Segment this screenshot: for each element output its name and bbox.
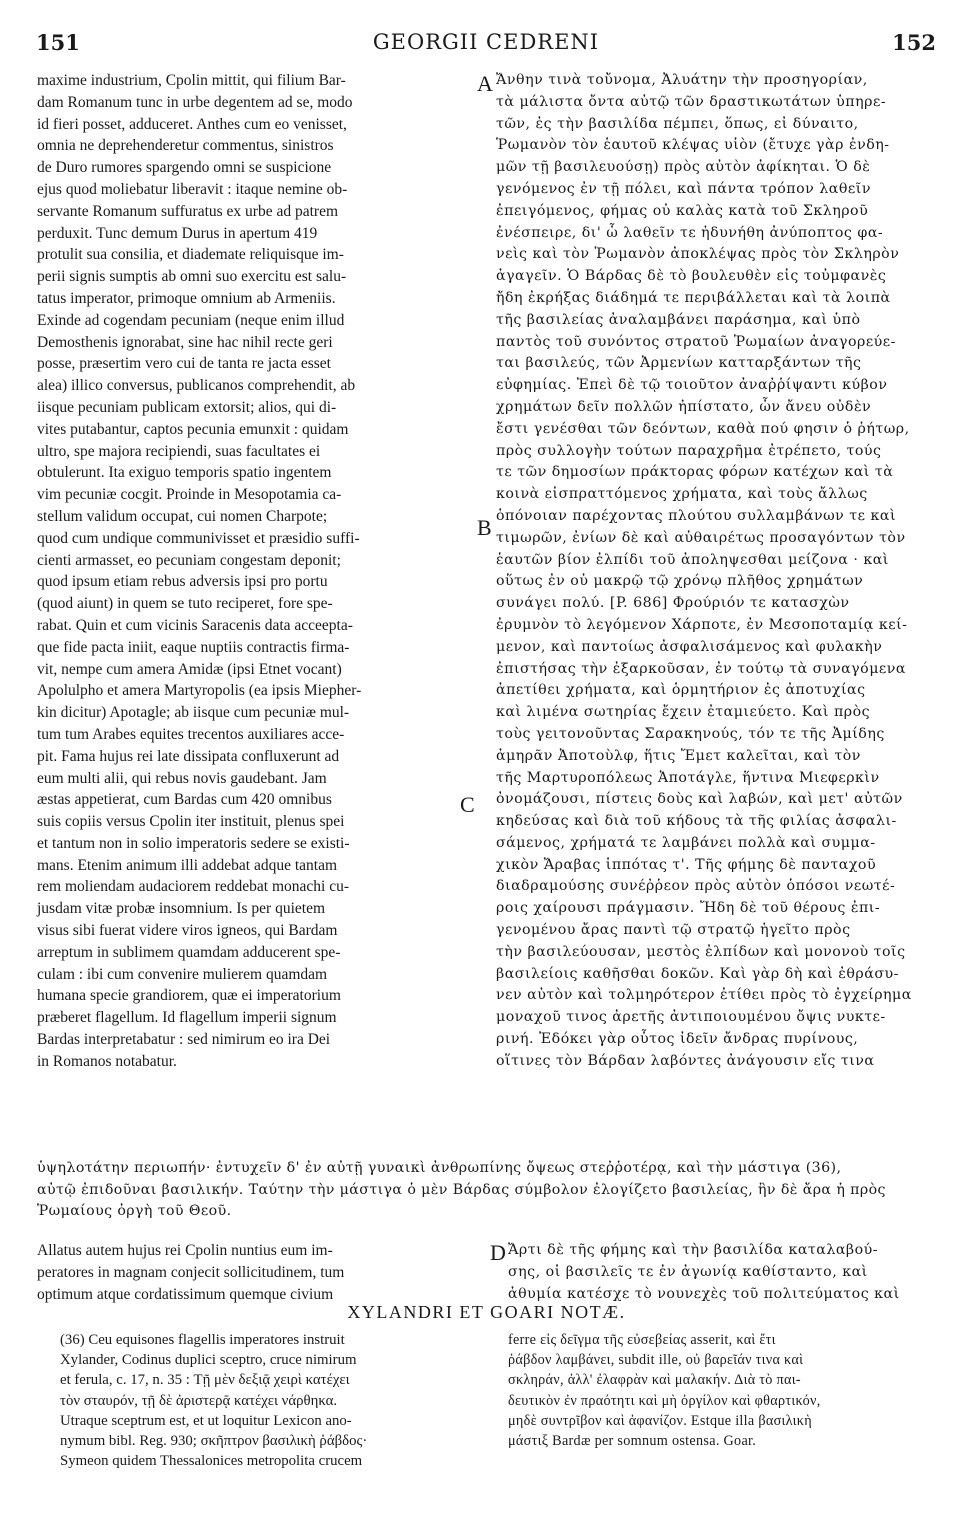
greek-text-line: βασιλείοις καθῆσθαι δοκῶν. Καὶ γὰρ δὴ καὶ ἐθράσυ- xyxy=(496,965,899,982)
page-number-left: 151 xyxy=(36,30,80,55)
latin-text-line: jusdam vitæ probæ insomnium. Is per quietem xyxy=(37,900,326,918)
latin-text-line: maxime industrium, Cpolin mittit, qui filium Bar- xyxy=(37,72,346,89)
latin-text-line: humana specie grandiorem, quæ ei imperatorium xyxy=(37,987,341,1005)
greek-text-line: ὁπόνοιαν παρέχοντας πλούτου συλλαμβάνων τε καὶ xyxy=(496,507,897,524)
latin-text-line: alea) illico conversus, publicanos comprehendit, ab xyxy=(37,377,356,395)
greek-text-line: οὕτως ἐν οὐ μακρῷ τῷ χρόνῳ πλῆθος χρημάτων xyxy=(496,573,864,590)
greek-full-line: Ῥωμαίους ὀργὴ τοῦ Θεοῦ. xyxy=(37,1203,232,1219)
latin-column xyxy=(37,70,477,1073)
latin-text-line: suis copiis versus Cpolin iter instituit, plenus spei xyxy=(37,813,345,831)
greek-text-line: ἔστι γενέσθαι τῶν δεόντων, καθὰ πού φησιν ὁ ῥήτωρ, xyxy=(496,420,910,437)
greek-full-line: ὑψηλοτάτην περιωπήν· ἐντυχεῖν δ' ἐν αὐτῇ γυναικὶ ἀνθρωπίνης ὄψεως στεῤῥοτέρᾳ, καὶ τὴν μάστιγα (36), xyxy=(37,1160,842,1176)
latin-text-line: præberet flagellum. Id flagellum imperii signum xyxy=(37,1009,337,1027)
margin-marker-b: B xyxy=(477,515,492,540)
greek-text-line: τὰ μάλιστα ὄντα αὐτῷ τῶν δραστικωτάτων ὑπηρε- xyxy=(496,93,887,110)
latin-text-line: mans. Etenim animum illi addebat adque tantam xyxy=(37,856,338,874)
greek-text-line: τῶν, ἐς τὴν βασιλίδα πέμπει, ὅπως, εἰ δύναιτο, xyxy=(496,115,859,132)
page-header xyxy=(36,30,936,64)
latin-text-line: Demosthenis ignorabat, sine hac nihil recte geri xyxy=(37,333,333,351)
greek-text-line: ἐνέσπειρε, δι' ὧ λαθεῖν τε ἠδυνήθη ἀνύποπτος φα- xyxy=(496,224,884,241)
latin-text-line: de Duro rumores spargendo omni se suspicione xyxy=(37,159,332,177)
greek-text-line: ἑαυτῶν βίον ἐλπίδι τοῦ ἀποληψεσθαι μείζονα · καὶ xyxy=(496,551,889,568)
latin-text-line: posse, præsertim vero cui de tanta re jacta esset xyxy=(37,355,331,373)
greek-text-line: νεὶς καὶ τὸν Ῥωμανὸν ἀποκλέψας πρὸς τὸν Σκληρὸν xyxy=(496,246,900,263)
greek-text-line: ἀπετίθει χρήματα, καὶ ὁρμητήριον ἐς ἀποτυχίας xyxy=(496,682,866,699)
latin-text-line: eum multi alii, qui rebus novis gaudebant. Jam xyxy=(37,769,327,787)
note-line: (36) Ceu equisones flagellis imperatores instruit xyxy=(60,1332,345,1348)
latin-text-line: rabat. Quin et cum vicinis Saracenis data acceepta- xyxy=(37,616,353,634)
latin-text-line: et tantum non in solio imperatoris sedere se existi- xyxy=(37,834,350,852)
latin-text-line: id fieri posset, adduceret. Anthes cum eo venisset, xyxy=(37,115,347,133)
greek-text-line: γενομένου ἄρας παντὶ τῷ στρατῷ ἡγεῖτο πρὸς xyxy=(496,922,851,939)
greek-text-line: ται βασιλεύς, τῶν Ἀρμενίων κατταρξάντων τῆς xyxy=(496,355,862,372)
greek-text-line: τὴν βασιλεύουσαν, μεστὸς ἐλπίδων καὶ μονονοὺ τοῖς xyxy=(496,943,906,960)
greek-text-line: κηδεύσας καὶ διὰ τοῦ κήδους τὰ τῆς φιλίας ἀσφαλι- xyxy=(496,813,897,830)
greek-text-line: τοὺς γειτονοῦντας Σαρακηνούς, τόν τε τῆς Ἀμίδης xyxy=(496,725,885,742)
margin-marker-d: D xyxy=(490,1240,506,1265)
greek-text-line: διαδραμούσης συνέῤῥεον πρὸς αὐτὸν ὁπόσοι νεωτέ- xyxy=(496,878,896,895)
greek-text-line: ἀμηρᾶν Ἀποτοὺλφ, ἥτις Ἔμετ καλεῖται, καὶ τὸν xyxy=(496,747,861,764)
latin-text-line: in Romanos notabatur. xyxy=(37,1052,177,1070)
note-line: et ferula, c. 17, n. 35 : Τῇ μὲν δεξιᾷ χειρὶ κατέχει xyxy=(60,1372,350,1389)
margin-marker-a: A xyxy=(477,71,493,96)
greek-text-line: νεν αὐτὸν καὶ τολμηρότερον ἐτίθει πρὸς τὸ ἐγχείρημα xyxy=(496,987,912,1004)
page-number-right: 152 xyxy=(892,30,936,55)
note-line: μηδὲ συντρῖβον καὶ ἀφανίζον. Estque illa βασιλικὴ xyxy=(508,1412,812,1429)
greek-text-line: καὶ λιμένα σωτηρίας ἔχειν ἐταμιεύετο. Καὶ πρὸς xyxy=(496,704,871,721)
latin-text-line: Bardas interpretabatur : sed nimirum eo ira Dei xyxy=(37,1031,331,1049)
note-line: nymum bibl. Reg. 930; σκῆπτρον βασιλικὴ ῥάβδος· xyxy=(60,1433,368,1450)
latin-text-line: vit, nempe cum amera Amidæ (ipsi Etnet vocant) xyxy=(37,660,342,678)
greek-text-line: Ῥωμανὸν τὸν ἑαυτοῦ κλέψας υἱὸν (ἔτυχε γὰρ ἐνδη- xyxy=(496,137,890,154)
greek-column-section-2 xyxy=(508,1240,900,1305)
greek-column xyxy=(496,70,936,1073)
greek-text-line: ἀθυμία κατέσχε τὸ νουνεχὲς τοῦ πολιτεύματος καὶ xyxy=(508,1285,900,1302)
greek-full-width-lines xyxy=(37,1158,937,1223)
greek-text-line: συνάγει πολύ. [P. 686] Φρούριόν τε κατασχὼν xyxy=(496,595,850,612)
latin-text-line: optimum atque cordatissimum quemque civium xyxy=(37,1285,334,1303)
latin-text-line: stellum validum occupat, cui nomen Charpote; xyxy=(37,507,328,525)
latin-text-line: iisque pecuniam publicam extorsit; alios, qui di- xyxy=(37,398,337,416)
latin-text-line: tum tum Arabes equites trecentos auxiliares acce- xyxy=(37,725,345,743)
greek-text-line: ἀγαγεῖν. Ὁ Βάρδας δὲ τὸ βουλευθὲν εἰς τοὐμφανὲς xyxy=(496,268,887,285)
greek-text-line: οἵτινες τὸν Βάρδαν λαβόντες ἀνάγουσιν εἴς τινα xyxy=(496,1052,875,1069)
latin-text-line: kin dicitur) Apotagle; ab iisque cum pecuniæ mul- xyxy=(37,704,350,722)
note-line: Xylander, Codinus duplici sceptro, cruce nimirum xyxy=(60,1352,357,1369)
greek-text-line: ρινή. Ἐδόκει γὰρ οὗτος ἰδεῖν ἄνδρας πυρίνους, xyxy=(496,1031,859,1048)
latin-column-section-2 xyxy=(37,1240,344,1305)
greek-text-line: τῆς Μαρτυροπόλεως Ἀποτάγλε, ἥντινα Μιεφερκὶν xyxy=(496,769,880,786)
note-line: Symeon quidem Thessalonices metropolita crucem xyxy=(60,1453,363,1470)
greek-text-line: μενον, καὶ παντοίως ἀσφαλισάμενος καὶ φυλακὴν xyxy=(496,638,883,655)
greek-text-line: χρημάτων δεῖν πολλῶν ἠπίστατο, ὧν ἄνευ οὐδὲν xyxy=(496,398,872,415)
latin-text-line: culam : ibi cum convenire mulierem quamdam xyxy=(37,965,328,983)
note-line: σκληράν, ἀλλ' ἐλαφρὰν καὶ μαλακήν. Διὰ τὸ παι- xyxy=(508,1372,801,1389)
latin-text-line: omnia ne deprehenderetur commentus, sinistros xyxy=(37,137,334,155)
latin-text-line: que fide pacta iniit, eaque nuptiis contractis firma- xyxy=(37,638,350,656)
greek-full-line: αὐτῷ ἐπιδοῦναι βασιλικήν. Ταύτην τὴν μάστιγα ὁ μὲν Βάρδας σύμβολον ἐλογίζετο βασιλείας, ἣν δὲ ἄρα ἡ πρὸς xyxy=(37,1181,886,1198)
latin-text-line: obtulerunt. Ita exiguo temporis spatio ingentem xyxy=(37,464,332,482)
latin-text-line: rem moliendam audaciorem reddebat monachi cu- xyxy=(37,878,350,896)
latin-text-line: perii signis sumptis ab omni suo exercitu est salu- xyxy=(37,268,347,286)
running-title: GEORGII CEDRENI xyxy=(372,30,600,54)
latin-text-line: Exinde ad cogendam pecuniam (neque enim illud xyxy=(37,311,345,329)
greek-text-line: ροις χαίρουσι πράγμασιν. Ἤδη δὲ τοῦ θέρους ἐπι- xyxy=(496,900,881,917)
latin-text-line: servante Romanum suffuratus ex urbe ad patrem xyxy=(37,202,339,220)
latin-text-line: protulit sua consilia, et diademate reliquisque im- xyxy=(37,246,344,264)
greek-text-line: τε τῶν δημοσίων πράκτορας φόρων κατέχων καὶ τὰ xyxy=(496,464,894,481)
greek-text-line: τιμωρῶν, ἐνίων δὲ καὶ αὐθαιρέτως προσαγόντων τὸν xyxy=(496,529,906,546)
latin-text-line: Allatus autem hujus rei Cpolin nuntius eum im- xyxy=(37,1242,333,1259)
greek-text-line: μοναχοῦ τινος ἀρετῆς ἀντιποιουμένου ὄψις νυκτε- xyxy=(496,1009,886,1026)
greek-text-line: σάμενος, χρήματά τε λαμβάνει πολλὰ καὶ συμμα- xyxy=(496,834,876,851)
greek-text-line: ἐπειγόμενος, φήμας οὐ καλὰς κατὰ τοῦ Σκληροῦ xyxy=(496,202,869,219)
latin-text-line: tatus imperator, primoque omnium ab Armeniis. xyxy=(37,289,336,307)
latin-text-line: (quod aiunt) in quem se tuto reciperet, fore spe- xyxy=(37,595,333,613)
latin-text-line: æstas appetierat, cum Bardas cum 420 omnibus xyxy=(37,791,332,809)
greek-text-line: πρὸς συλλογὴν τούτων παραχρῆμα ἐτρέπετο, τούς xyxy=(496,442,882,459)
greek-text-line: ἐπιστήσας τὴν ἐξαρκοῦσαν, ἐν τούτῳ τὰ συναγόμενα xyxy=(496,660,906,677)
latin-text-line: visus sibi fuerat videre viros igneos, qui Bardam xyxy=(37,922,338,940)
greek-text-line: μῶν τῇ βασιλευούσῃ) πρὸς αὐτὸν ἀφίκηται. Ὁ δὲ xyxy=(496,159,871,176)
latin-text-line: cienti armasset, eo pecuniam congestam deponit; xyxy=(37,551,341,569)
latin-text-line: ejus quod moliebatur liberavit : itaque nemine ob- xyxy=(37,180,348,198)
latin-text-line: Apolulpho et amera Martyropolis (ea ipsis Miepher- xyxy=(37,682,362,700)
greek-text-line: τῆς βασιλείας ἀναλαμβάνει παράσημα, καὶ ὑπὸ xyxy=(496,311,861,328)
latin-text-line: dam Romanum tunc in urbe degentem ad se, modo xyxy=(37,93,353,111)
latin-text-line: ultro, spe majora recipiendi, suas facultates ei xyxy=(37,442,321,460)
greek-text-line: σης, οἱ βασιλεῖς τε ἐν ἀγωνίᾳ καθίσταντο, καὶ xyxy=(508,1263,868,1280)
note-line: Utraque sceptrum est, et ut loquitur Lexicon ano- xyxy=(60,1412,352,1429)
greek-text-line: χικὸν Ἄραβας ἱππότας τ'. Τῆς φήμης δὲ πανταχοῦ xyxy=(496,856,877,873)
latin-text-line: quod ipsum etiam rebus adversis ipsi pro portu xyxy=(37,573,328,591)
note-line: μάστιξ Bardæ per somnum ostensa. Goar. xyxy=(508,1433,757,1450)
greek-text-line: εὐφημίας. Ἐπεὶ δὲ τῷ τοιοῦτον ἀναῤῥίψαντι κύβον xyxy=(496,377,888,394)
notes-title: XYLANDRI ET GOARI NOTÆ. xyxy=(347,1302,626,1322)
latin-text-line: peratores in magnam conjecit sollicitudinem, tum xyxy=(37,1263,345,1281)
note-line: ferre εἰς δεῖγμα τῆς εὐσεβείας asserit, καὶ ἔτι xyxy=(508,1332,776,1348)
latin-text-line: arreptum in sublimem quamdam adducerent spe- xyxy=(37,943,341,961)
latin-text-line: vim pecuniæ cocgit. Proinde in Mesopotamia ca- xyxy=(37,486,342,504)
notes-right-column xyxy=(508,1330,821,1451)
greek-text-line: κοινὰ εἰσπραττόμενος χρήματα, καὶ τοὺς ἄλλως xyxy=(496,486,868,503)
note-line: δευτικὸν ἐν πραότητι καὶ μὴ ὀργίλον καὶ φθαρτικόν, xyxy=(508,1392,821,1409)
note-line: τὸν σταυρόν, τῇ δὲ ἀριστερᾷ κατέχει νάρθηκα. xyxy=(60,1392,338,1409)
greek-text-line: Ἄρτι δὲ τῆς φήμης καὶ τὴν βασιλίδα καταλαβού- xyxy=(508,1242,879,1258)
margin-marker-c: C xyxy=(460,792,475,817)
greek-text-line: ἤδη ἐκρήξας διάδημά τε περιβάλλεται καὶ τὰ λοιπὰ xyxy=(496,289,891,306)
greek-text-line: παντὸς τοῦ συνόντος στρατοῦ Ῥωμαίων ἀναγορεύε- xyxy=(496,333,896,350)
latin-text-line: perduxit. Tunc demum Durus in apertum 419 xyxy=(37,224,318,242)
greek-text-line: Ἄνθην τινὰ τοὔνομα, Ἀλυάτην τὴν προσηγορίαν, xyxy=(496,72,868,88)
notes-left-column xyxy=(60,1330,367,1471)
greek-text-line: ὀνομάζουσι, πίστεις δοὺς καὶ λαβών, καὶ μετ' αὐτῶν xyxy=(496,791,903,808)
greek-text-line: γενόμενος ἐν τῇ πόλει, καὶ πάντα τρόπον λαθεῖν xyxy=(496,180,871,197)
note-line: ῥάβδον λαμβάνει, subdit ille, οὐ βαρεῖάν τινα καὶ xyxy=(508,1352,804,1369)
latin-text-line: quod cum undique communivisset et præsidio suffi- xyxy=(37,529,360,547)
greek-text-line: ἐρυμνὸν τὸ λεγόμενον Χάρποτε, ἐν Μεσοποταμίᾳ κεί- xyxy=(496,616,908,633)
latin-text-line: vites putabantur, captos pecunia emunxit : quidam xyxy=(37,420,349,438)
latin-text-line: pit. Fama hujus rei late dissipata confluxerunt ad xyxy=(37,747,340,765)
